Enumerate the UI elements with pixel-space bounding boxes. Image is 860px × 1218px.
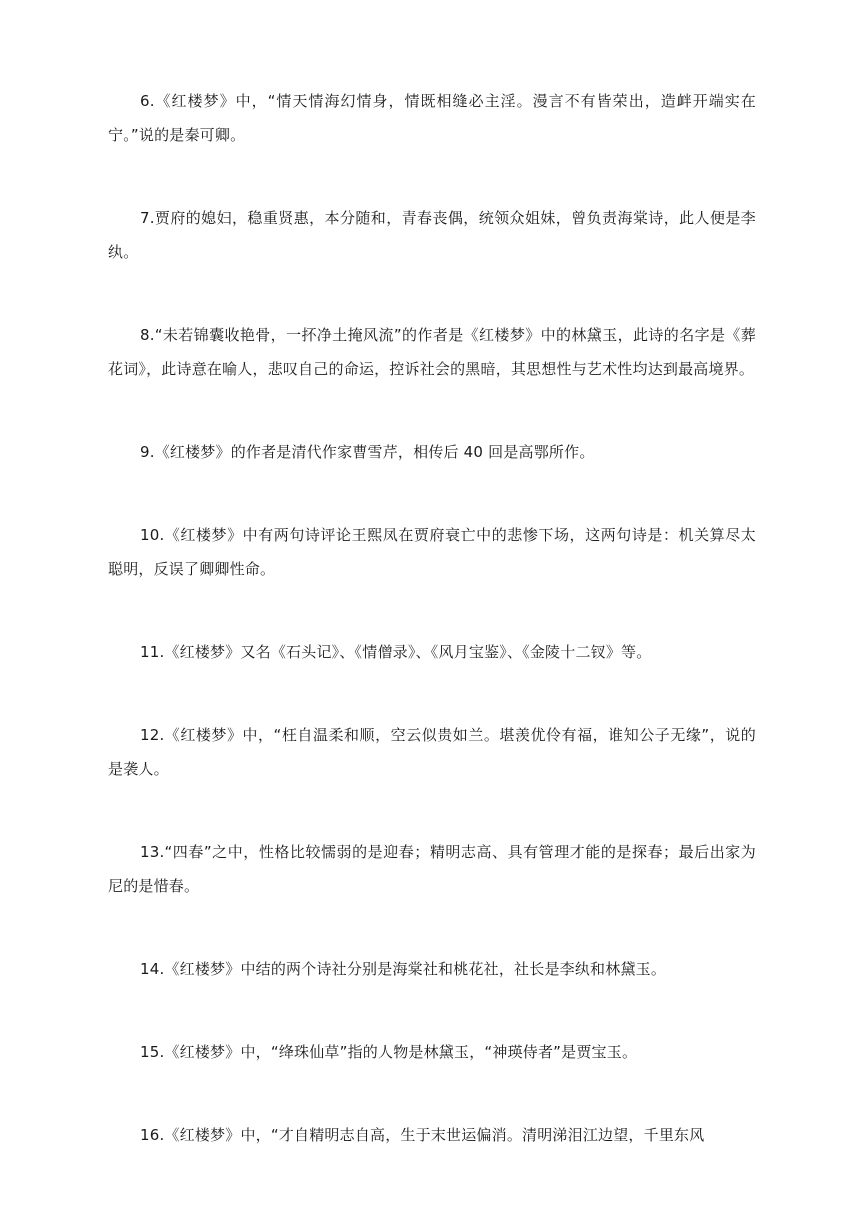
question-item-16: 16.《红楼梦》中，“才自精明志自高，生于末世运偏消。清明涕泪江边望，千里东风 xyxy=(140,1126,705,1144)
question-item-12: 12.《红楼梦》中，“枉自温柔和顺，空云似贵如兰。堪羡优伶有福，谁知公子无缘”，说的是袭人。 xyxy=(108,726,756,778)
question-item-6: 6.《红楼梦》中，“情天情海幻情身，情既相缝必主淫。漫言不有皆荣出，造衅开端实在宁。”说的是秦可卿。 xyxy=(108,92,756,144)
question-item-8: 8.“未若锦囊收艳骨，一抔净土掩风流”的作者是《红楼梦》中的林黛玉，此诗的名字是《葬花词》，此诗意在喻人，悲叹自己的命运，控诉社会的黑暗，其思想性与艺术性均达到最高境界。 xyxy=(108,326,756,378)
question-item-9: 9.《红楼梦》的作者是清代作家曹雪芹，相传后 40 回是高鄂所作。 xyxy=(140,443,595,461)
question-item-7: 7.贾府的媳妇，稳重贤惠，本分随和，青春丧偶，统领众姐妹，曾负责海棠诗，此人便是李纨。 xyxy=(108,209,756,261)
question-item-10: 10.《红楼梦》中有两句诗评论王熙凤在贾府衰亡中的悲惨下场，这两句诗是：机关算尽太聪明，反误了卿卿性命。 xyxy=(108,526,756,578)
question-item-14: 14.《红楼梦》中结的两个诗社分别是海棠社和桃花社，社长是李纨和林黛玉。 xyxy=(140,960,667,978)
question-item-15: 15.《红楼梦》中，“绛珠仙草”指的人物是林黛玉，“神瑛侍者”是贾宝玉。 xyxy=(140,1043,638,1061)
question-item-13: 13.“四春”之中，性格比较懦弱的是迎春；精明志高、具有管理才能的是探春；最后出家为尼的是惜春。 xyxy=(108,843,756,895)
question-item-11: 11.《红楼梦》又名《石头记》、《情僧录》、《风月宝鉴》、《金陵十二钗》等。 xyxy=(140,643,652,661)
document-page xyxy=(108,84,756,1201)
